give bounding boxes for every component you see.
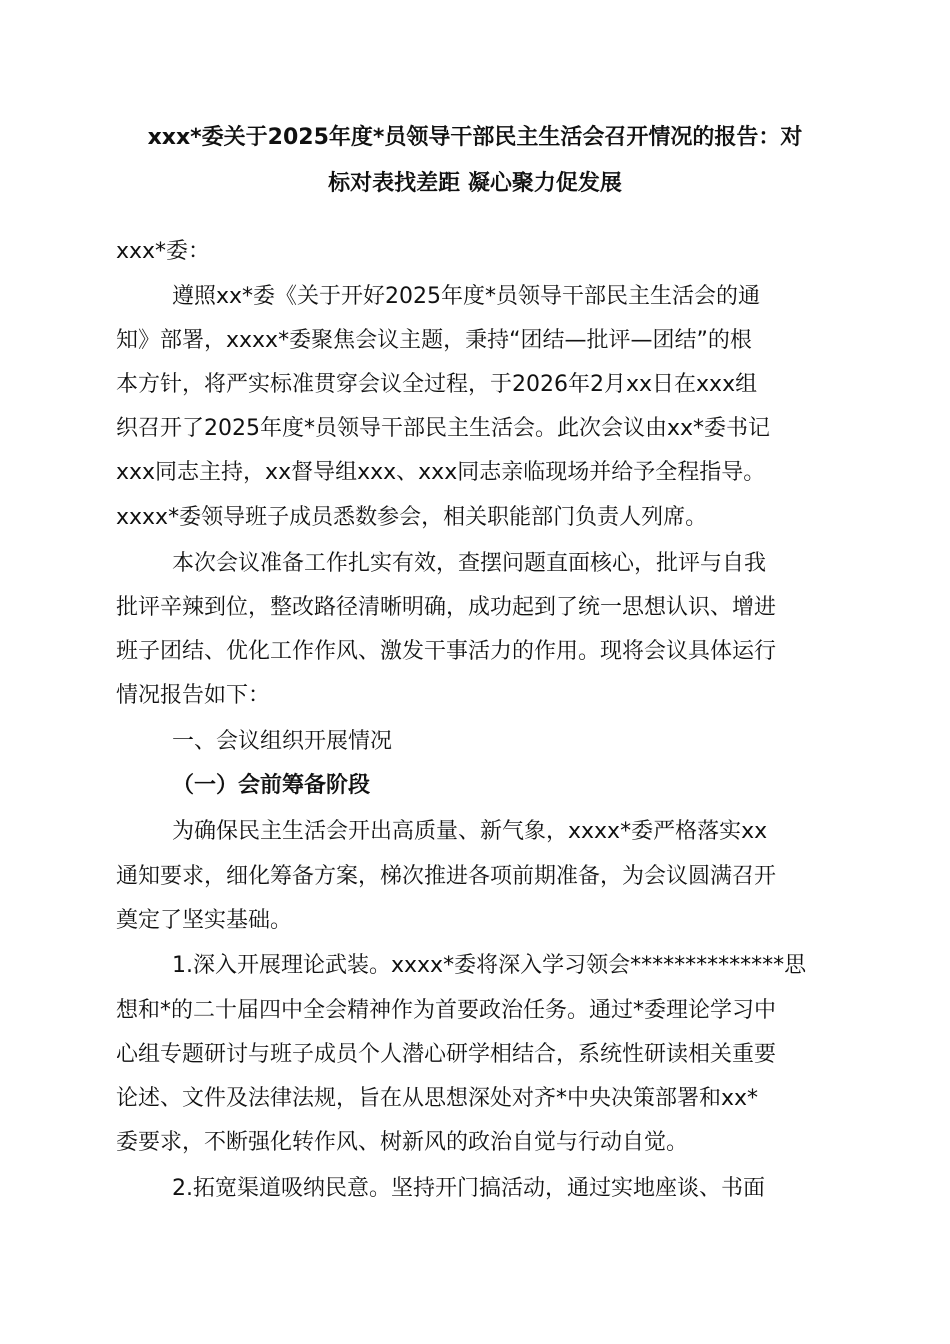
paragraph-line: 知》部署，xxxx*委聚焦会议主题，秉持“团结—批评—团结”的根 <box>116 328 752 353</box>
paragraph-line: 论述、文件及法律法规，旨在从思想深处对齐*中央决策部署和xx* <box>116 1086 759 1111</box>
paragraph-line: 2.拓宽渠道吸纳民意。坚持开门搞活动，通过实地座谈、书面 <box>172 1176 765 1201</box>
section-heading: 一、会议组织开展情况 <box>172 729 393 754</box>
paragraph-line: 遵照xx*委《关于开好2025年度*员领导干部民主生活会的通 <box>172 284 761 309</box>
paragraph-line: 委要求，不断强化转作风、树新风的政治自觉与行动自觉。 <box>116 1130 689 1155</box>
paragraph-line: 1.深入开展理论武装。xxxx*委将深入学习领会**************思 <box>172 953 807 978</box>
paragraph-line: 本次会议准备工作扎实有效，查摆问题直面核心，批评与自我 <box>172 551 767 576</box>
paragraph-line: 情况报告如下： <box>116 683 271 708</box>
paragraph-line: xxx同志主持，xx督导组xxx、xxx同志亲临现场并给予全程指导。 <box>116 460 766 485</box>
paragraph-line: 通知要求，细化筹备方案，梯次推进各项前期准备，为会议圆满召开 <box>116 864 777 889</box>
paragraph-line: 想和*的二十届四中全会精神作为首要政治任务。通过*委理论学习中 <box>116 998 777 1023</box>
paragraph-line: 班子团结、优化工作作风、激发干事活力的作用。现将会议具体运行 <box>116 639 777 664</box>
paragraph-line: 奠定了坚实基础。 <box>116 908 293 933</box>
paragraph-line: 为确保民主生活会开出高质量、新气象，xxxx*委严格落实xx <box>172 819 768 844</box>
paragraph-line: 织召开了2025年度*员领导干部民主生活会。此次会议由xx*委书记 <box>116 416 771 441</box>
subsection-heading: （一）会前筹备阶段 <box>172 773 371 798</box>
paragraph-line: 本方针，将严实标准贯穿会议全过程，于2026年2月xx日在xxx组 <box>116 372 758 397</box>
paragraph-line: 批评辛辣到位，整改路径清晰明确，成功起到了统一思想认识、增进 <box>116 595 777 620</box>
paragraph-line: 心组专题研讨与班子成员个人潜心研学相结合，系统性研读相关重要 <box>116 1042 777 1067</box>
paragraph-line: xxxx*委领导班子成员悉数参会，相关职能部门负责人列席。 <box>116 505 708 530</box>
title-line-2: 标对表找差距 凝心聚力促发展 <box>328 171 622 196</box>
salutation: xxx*委： <box>116 239 211 264</box>
title-line-1: xxx*委关于2025年度*员领导干部民主生活会召开情况的报告：对 <box>147 125 803 150</box>
